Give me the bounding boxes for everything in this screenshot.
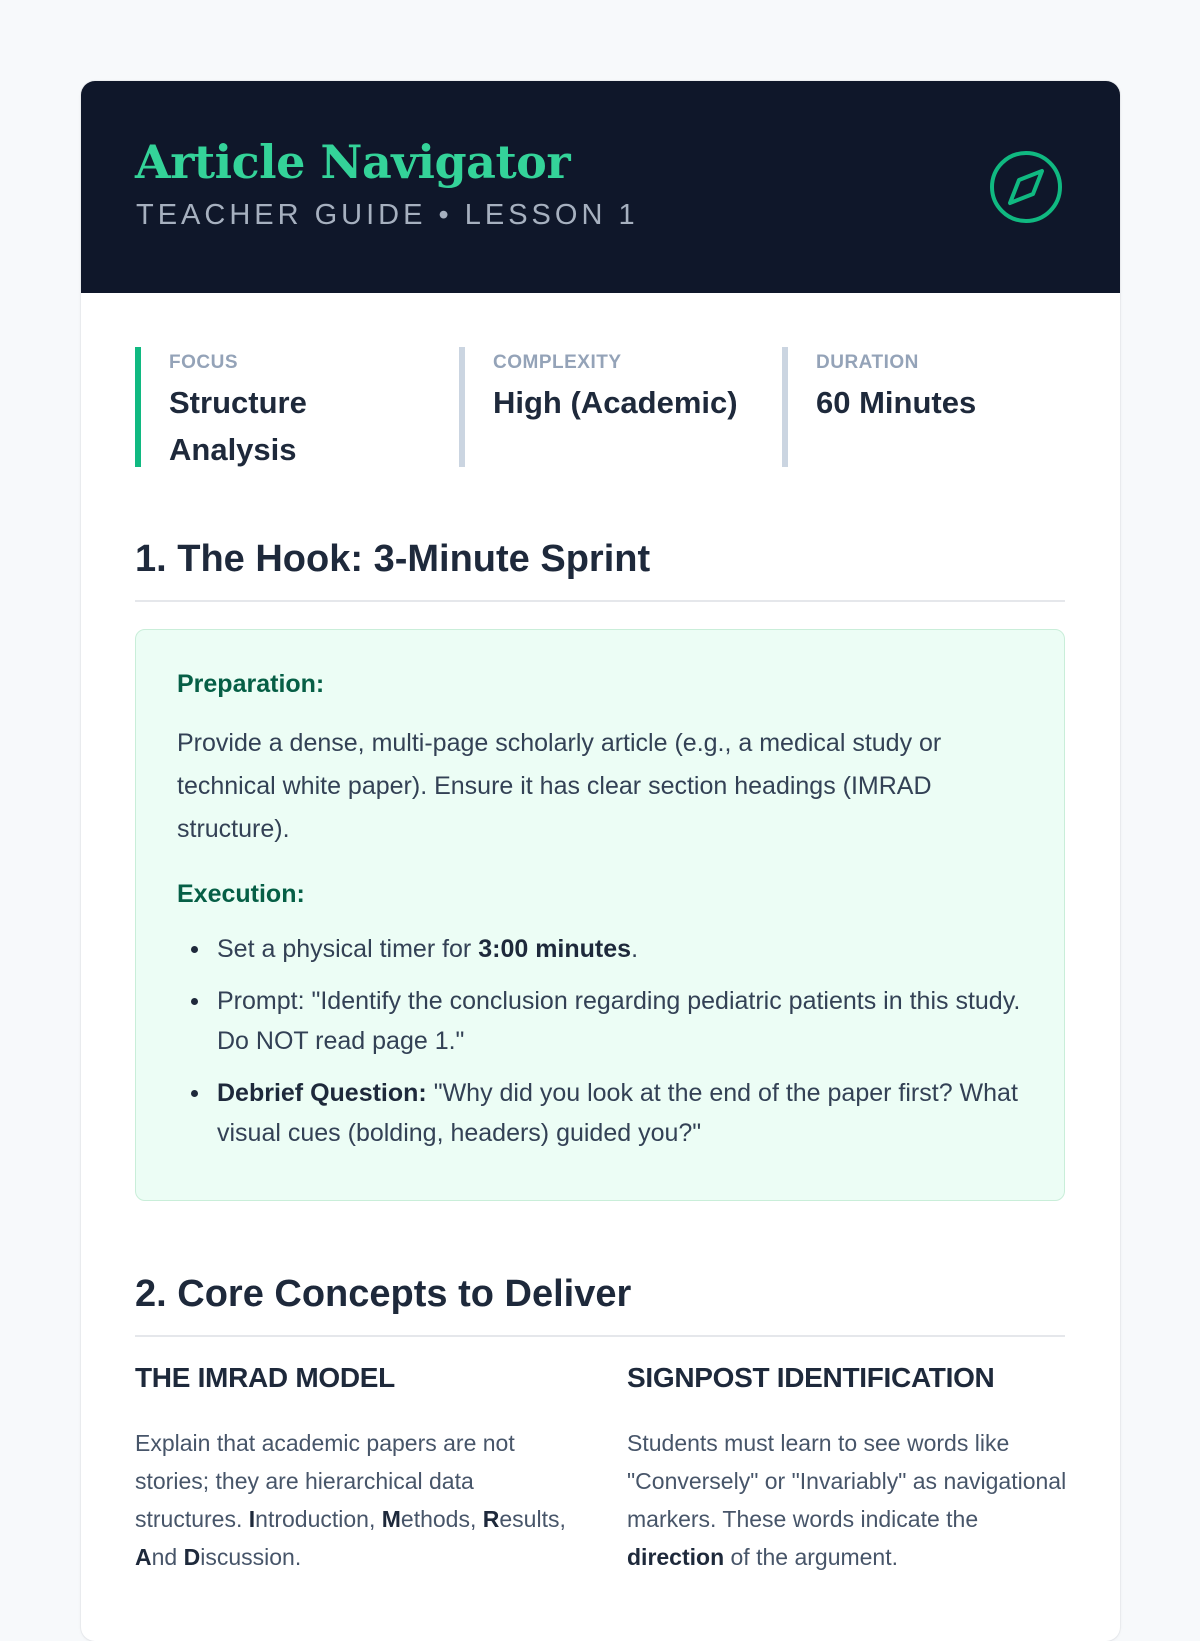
- meta-focus: [135, 347, 435, 467]
- meta-accent-bar: [459, 347, 465, 467]
- execution-label: Execution:: [177, 880, 305, 908]
- concept-title: SIGNPOST IDENTIFICATION: [627, 1362, 995, 1393]
- list-item: Set a physical timer for 3:00 minutes.: [177, 929, 1037, 969]
- section-divider: [135, 600, 1065, 602]
- execution-list: [177, 929, 1037, 1165]
- header: [81, 81, 1120, 293]
- section-title-hook: 1. The Hook: 3-Minute Sprint: [135, 538, 651, 580]
- list-item: Prompt: "Identify the conclusion regarding pediatric patients in this study. Do NOT read page 1.": [177, 981, 1037, 1061]
- section-title-concepts: 2. Core Concepts to Deliver: [135, 1273, 632, 1315]
- meta-value: High (Academic): [493, 385, 738, 420]
- concept-imrad: [135, 1362, 575, 1576]
- meta-value: Structure Analysis: [169, 385, 307, 467]
- page-subtitle: TEACHER GUIDE • LESSON 1: [136, 199, 639, 231]
- bullet-dot: [191, 1090, 198, 1097]
- hook-box: [135, 629, 1065, 1201]
- meta-value: 60 Minutes: [816, 385, 977, 420]
- preparation-text: Provide a dense, multi-page scholarly article (e.g., a medical study or technical white paper). Ensure it has clear section headings (IMRAD structure).: [177, 729, 942, 843]
- meta-label: DURATION: [816, 352, 919, 373]
- meta-accent-bar: [782, 347, 788, 467]
- concept-title: THE IMRAD MODEL: [135, 1362, 395, 1393]
- meta-label: COMPLEXITY: [493, 352, 622, 373]
- lesson-card: [81, 81, 1120, 1641]
- bullet-dot: [191, 998, 198, 1005]
- meta-complexity: [459, 347, 759, 467]
- meta-accent-bar: [135, 347, 141, 467]
- page-title: Article Navigator: [135, 135, 571, 189]
- concept-signpost: [627, 1362, 1067, 1576]
- list-item: Debrief Question: "Why did you look at the end of the paper first? What visual cues (bolding, headers) guided you?": [177, 1073, 1037, 1153]
- meta-label: FOCUS: [169, 352, 238, 373]
- compass-icon: [988, 149, 1064, 225]
- concept-text: Explain that academic papers are not stories; they are hierarchical data structures. Introduction, Methods, Results, And Discussion.: [135, 1430, 566, 1570]
- bullet-dot: [191, 946, 198, 953]
- concept-text: Students must learn to see words like "Conversely" or "Invariably" as navigational markers. These words indicate the direction of the argument.: [627, 1430, 1067, 1570]
- meta-duration: [782, 347, 1082, 467]
- section-divider: [135, 1335, 1065, 1337]
- preparation-label: Preparation:: [177, 670, 325, 698]
